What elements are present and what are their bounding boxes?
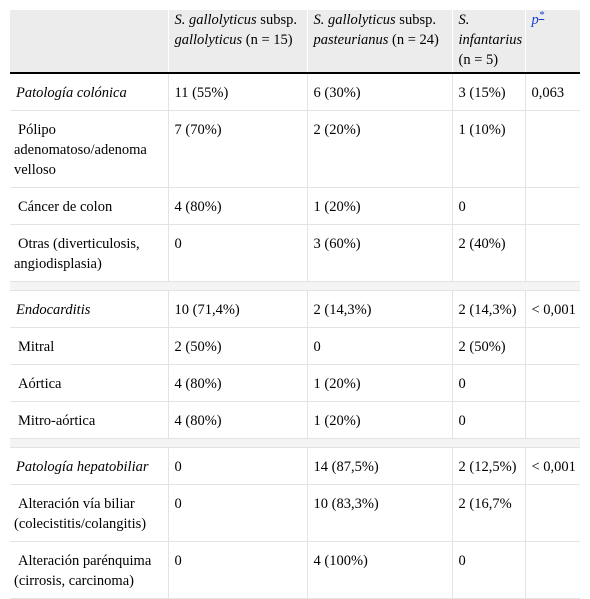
value-cell: 4 (100%) [307, 542, 452, 599]
value-cell: 10 (71,4%) [168, 291, 307, 328]
table-row [10, 328, 580, 365]
value-cell: 2 (16,7% [452, 485, 525, 542]
table-row [10, 542, 580, 599]
p-value-cell: < 0,001 [525, 448, 580, 485]
value-cell: 0 [307, 328, 452, 365]
section-row [10, 448, 580, 485]
table-row [10, 111, 580, 188]
value-cell: 4 (80%) [168, 188, 307, 225]
row-label [10, 328, 168, 365]
value-cell: 2 (14,3%) [452, 291, 525, 328]
value-cell: 2 (12,5%) [452, 448, 525, 485]
subspecies-name: gallolyticus [174, 32, 243, 48]
value-cell: 0 [452, 188, 525, 225]
section-title: Endocarditis [10, 291, 168, 328]
table-row [10, 225, 580, 282]
row-label-text: Alteración vía biliar (colecistitis/colangitis) [14, 496, 147, 532]
row-label-text: Otras (diverticulosis, angiodisplasia) [14, 236, 140, 272]
section-title: Patología colónica [10, 73, 168, 111]
value-cell: 2 (50%) [452, 328, 525, 365]
p-value-cell [525, 365, 580, 402]
value-cell: 2 (14,3%) [307, 291, 452, 328]
table-header [10, 10, 580, 73]
spacer-cell [10, 282, 580, 291]
value-cell: 1 (10%) [452, 111, 525, 188]
table-body [10, 73, 580, 599]
row-label [10, 225, 168, 282]
value-cell: 2 (20%) [307, 111, 452, 188]
p-value-cell [525, 111, 580, 188]
section-title: Patología hepatobiliar [10, 448, 168, 485]
value-cell: 1 (20%) [307, 365, 452, 402]
p-footnote-link[interactable]: * [538, 9, 545, 22]
section-spacer [10, 282, 580, 291]
value-cell: 0 [168, 485, 307, 542]
value-cell: 0 [168, 542, 307, 599]
group-count: (n = 5) [458, 52, 499, 68]
header-cell-gallolyticus [168, 10, 307, 73]
header-cell-p [525, 10, 580, 73]
p-value-cell [525, 188, 580, 225]
value-cell: 0 [452, 365, 525, 402]
row-label [10, 402, 168, 439]
subsp-label: subsp. [395, 12, 436, 28]
row-label-text: Cáncer de colon [18, 199, 113, 215]
value-cell: 10 (83,3%) [307, 485, 452, 542]
table-row [10, 402, 580, 439]
table-row [10, 365, 580, 402]
row-label [10, 365, 168, 402]
row-label-text: Mitral [18, 339, 55, 355]
p-label: p [531, 12, 539, 28]
value-cell: 1 (20%) [307, 188, 452, 225]
header-cell-empty [10, 10, 168, 73]
header-cell-infantarius [452, 10, 525, 73]
subsp-label: subsp. [256, 12, 297, 28]
row-label [10, 111, 168, 188]
value-cell: 0 [168, 448, 307, 485]
value-cell: 7 (70%) [168, 111, 307, 188]
value-cell: 3 (60%) [307, 225, 452, 282]
section-spacer [10, 439, 580, 448]
species-name: S. gallolyticus [313, 12, 396, 28]
value-cell: 2 (40%) [452, 225, 525, 282]
header-row [10, 10, 580, 73]
value-cell: 0 [168, 225, 307, 282]
table-row [10, 485, 580, 542]
row-label-text: Mitro-aórtica [18, 413, 96, 429]
species-name: S. gallolyticus [174, 12, 257, 28]
value-cell: 1 (20%) [307, 402, 452, 439]
value-cell: 3 (15%) [452, 73, 525, 111]
row-label [10, 485, 168, 542]
data-table [10, 10, 580, 599]
value-cell: 0 [452, 402, 525, 439]
row-label-text: Pólipo adenomatoso/adenoma velloso [14, 122, 147, 178]
subspecies-name: pasteurianus [313, 32, 389, 48]
subspecies-name: infantarius [458, 32, 523, 48]
species-name: S. [458, 12, 470, 28]
section-row [10, 291, 580, 328]
value-cell: 2 (50%) [168, 328, 307, 365]
row-label [10, 188, 168, 225]
value-cell: 4 (80%) [168, 365, 307, 402]
p-value-cell [525, 225, 580, 282]
value-cell: 6 (30%) [307, 73, 452, 111]
group-count: (n = 24) [388, 32, 439, 48]
row-label-text: Alteración parénquima (cirrosis, carcinoma) [14, 553, 152, 589]
p-value-cell [525, 485, 580, 542]
value-cell: 0 [452, 542, 525, 599]
row-label [10, 542, 168, 599]
value-cell: 4 (80%) [168, 402, 307, 439]
p-value-cell: 0,063 [525, 73, 580, 111]
spacer-cell [10, 439, 580, 448]
header-cell-pasteurianus [307, 10, 452, 73]
p-value-cell: < 0,001 [525, 291, 580, 328]
value-cell: 11 (55%) [168, 73, 307, 111]
table-row [10, 188, 580, 225]
p-value-cell [525, 542, 580, 599]
section-row [10, 73, 580, 111]
value-cell: 14 (87,5%) [307, 448, 452, 485]
group-count: (n = 15) [242, 32, 293, 48]
p-value-cell [525, 402, 580, 439]
row-label-text: Aórtica [18, 376, 62, 392]
p-value-cell [525, 328, 580, 365]
